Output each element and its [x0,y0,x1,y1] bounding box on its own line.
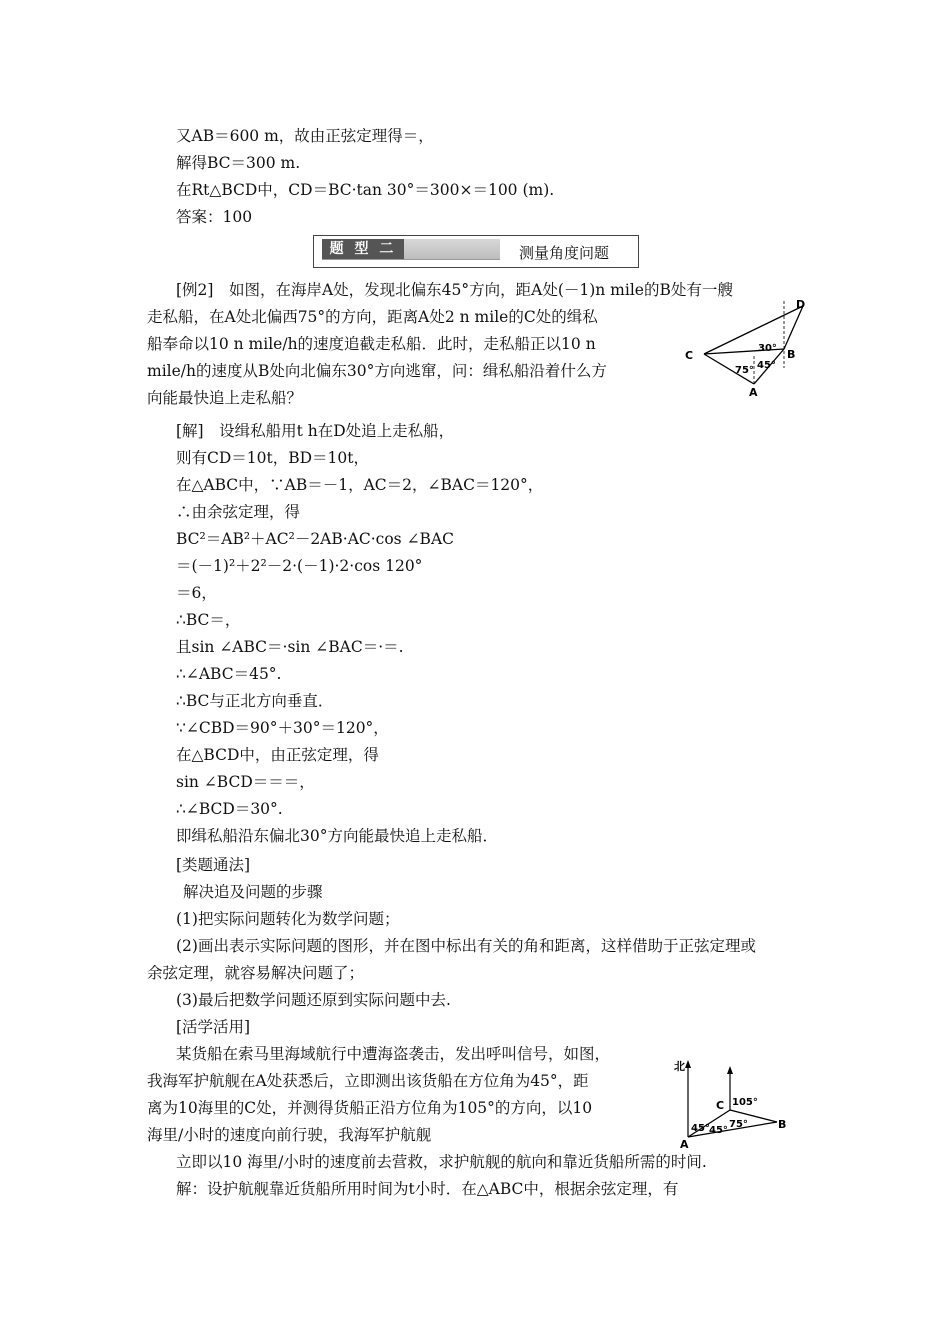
solution-line-4: ∴由余弦定理，得 [176,503,301,521]
method-step-2b: 余弦定理，就容易解决问题了； [147,964,365,982]
method-step-3: (3)最后把数学问题还原到实际问题中去. [176,991,451,1009]
fig1-label-a: A [749,386,758,399]
fig1-label-d: D [796,298,806,311]
solution-line-16: 即缉私船沿东偏北30°方向能最快追上走私船． [176,827,498,845]
practice-line-4: 海里/小时的速度向前行驶，我海军护航舰 [147,1126,432,1144]
example-line-5: 向能最快追上走私船？ [147,389,303,407]
solution-line-1: [解] 设缉私船用t h在D处追上走私船， [176,422,455,440]
method-step-1: (1)把实际问题转化为数学问题； [176,910,400,928]
fig2-label-45-a: 45° [691,1123,710,1134]
top-line-2: 解得BC＝300 m. [176,154,301,172]
example-line-3: 船奉命以10 n mile/h的速度追截走私船．此时，走私船正以10 n [147,335,596,353]
top-line-4: 答案：100 [176,208,253,226]
method-header: [类题通法] [176,856,251,874]
practice-line-1: 某货船在索马里海域航行中遭海盗袭击，发出呼叫信号，如图， [176,1045,611,1063]
fig2-label-c: C [716,1099,725,1112]
solution-line-2: 则有CD＝10t，BD＝10t， [176,449,370,467]
top-line-3: 在Rt△BCD中，CD＝BC·tan 30°＝300×＝100 (m). [176,181,555,199]
fig2-label-105: 105° [732,1097,758,1108]
method-title: 解决追及问题的步骤 [183,883,323,901]
solution-line-12: ∵∠CBD＝90°＋30°＝120°， [176,719,389,737]
solution-line-8: ∴BC＝， [176,611,241,629]
example-line-1: [例2] 如图，在海岸A处，发现北偏东45°方向，距A处(－1)n mile的B处有一艘 [176,281,733,299]
practice-line-3: 离为10海里的C处，并测得货船正沿方位角为105°的方向，以10 [147,1099,593,1117]
solution-line-7: ＝6， [176,584,217,602]
top-line-1: 又AB＝600 m，故由正弦定理得＝， [176,127,434,145]
solution-line-15: ∴∠BCD＝30°. [176,800,283,818]
solution-line-5: BC²＝AB²＋AC²－2AB·AC·cos ∠BAC [176,530,454,548]
solution-line-13: 在△BCD中，由正弦定理，得 [176,746,379,764]
banner-label-bar [322,239,500,260]
practice-header: [活学活用] [176,1018,251,1036]
banner-tag: 题 型 二 [322,239,404,259]
solution-line-14: sin ∠BCD＝＝＝， [176,773,315,791]
fig2-label-north: 北 [674,1060,685,1073]
practice-line-5: 立即以10 海里/小时的速度前去营救，求护航舰的航向和靠近货船所需的时间. [176,1153,707,1171]
fig1-label-45: 45° [757,360,776,371]
solution-line-11: ∴BC与正北方向垂直． [176,692,334,710]
fig1-label-c: C [685,349,694,362]
solution-line-9: 且sin ∠ABC＝·sin ∠BAC＝·＝. [176,638,404,656]
fig2-label-45-c: 45° [709,1125,728,1136]
practice-line-6: 解：设护航舰靠近货船所用时间为t小时．在△ABC中，根据余弦定理，有 [176,1180,679,1198]
solution-line-6: ＝(－1)²＋2²－2·(－1)·2·cos 120° [176,557,423,575]
fig1-label-75: 75° [735,365,754,376]
example-line-2: 走私船，在A处北偏西75°的方向，距离A处2 n mile的C处的缉私 [147,308,598,326]
figure-triangle-abc [672,1052,792,1150]
fig2-label-75: 75° [729,1119,748,1130]
fig1-label-30: 30° [758,343,777,354]
example-line-4: mile/h的速度从B处向北偏东30°方向逃窜，问：缉私船沿着什么方 [147,362,607,380]
solution-line-3: 在△ABC中，∵AB＝－1，AC＝2，∠BAC＝120°， [176,476,544,494]
fig2-label-b: B [778,1118,787,1131]
solution-line-10: ∴∠ABC＝45°. [176,665,282,683]
fig1-label-b: B [787,348,796,361]
method-step-2a: (2)画出表示实际问题的图形，并在图中标出有关的角和距离，这样借助于正弦定理或 [176,937,756,955]
practice-line-2: 我海军护航舰在A处获悉后，立即测出该货船在方位角为45°，距 [147,1072,589,1090]
fig2-label-a: A [680,1138,689,1150]
section-banner [313,235,639,268]
banner-title: 测量角度问题 [519,244,610,262]
figure-triangle-abcd [680,296,810,400]
